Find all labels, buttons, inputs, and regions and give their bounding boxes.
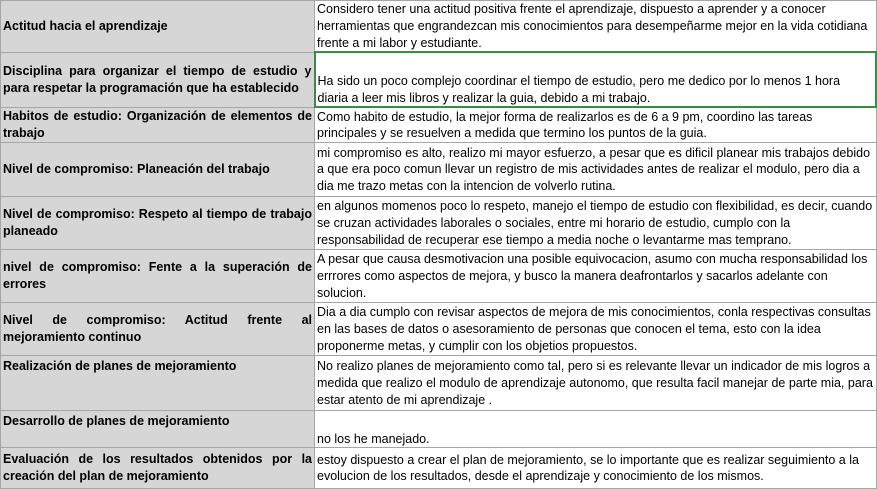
response-cell[interactable]: Considero tener una actitud positiva frente el aprendizaje, dispuesto a aprender y a conocer herramientas que engrandezcan mis conocimientos para desempeñarme mejor en la vida cotidiana frente a mi labor y estudiante. (315, 1, 877, 53)
criterion-cell[interactable]: Desarrollo de planes de mejoramiento (1, 411, 315, 448)
table-row (1, 1, 877, 53)
response-cell[interactable]: Como habito de estudio, la mejor forma de realizarlos es de 6 a 9 pm, coordino las tareas principales y se resuelven a medida que termino los puntos de la guia. (315, 107, 877, 143)
criterion-cell[interactable]: Evaluación de los resultados obtenidos por la creación del plan de mejoramiento (1, 448, 315, 489)
table-row (1, 107, 877, 143)
response-cell[interactable]: estoy dispuesto a crear el plan de mejoramiento, se lo importante que es realizar seguimiento a la evolucion de los resultados, desde el aprendizaje y conocimiento de los mismos. (315, 448, 877, 489)
table-row (1, 356, 877, 411)
table-row (1, 303, 877, 356)
criterion-cell[interactable]: Disciplina para organizar el tiempo de estudio y para respetar la programación que ha establecido (1, 52, 315, 107)
table-row (1, 143, 877, 197)
response-cell[interactable]: no los he manejado. (315, 411, 877, 448)
criterion-cell[interactable]: Nivel de compromiso: Planeación del trabajo (1, 143, 315, 197)
criterion-cell[interactable]: Habitos de estudio: Organización de elementos de trabajo (1, 107, 315, 143)
response-cell[interactable]: No realizo planes de mejoramiento como tal, pero si es relevante llevar un indicador de mis logros a medida que realizo el modulo de aprendizaje autonomo, que resulta facil manejar de parte mia, para estar atento de mi aprendizaje . (315, 356, 877, 411)
table-row (1, 448, 877, 489)
criterion-cell[interactable]: nivel de compromiso: Fente a la superación de errores (1, 250, 315, 303)
response-cell[interactable]: mi compromiso es alto, realizo mi mayor esfuerzo, a pesar que es dificil planear mis trabajos debido a que era poco comun llevar un registro de mis actividades antes de realizar el modulo, pero dia a dia me trazo metas con la intencion de volverlo rutina. (315, 143, 877, 197)
table-row (1, 197, 877, 250)
table-row (1, 411, 877, 448)
response-cell[interactable]: A pesar que causa desmotivacion una posible equivocacion, asumo con mucha responsabilidad los errrores como aspectos de mejora, y busco la manera deafrontarlos y sacarlos adelante con solucion. (315, 250, 877, 303)
response-cell[interactable]: Dia a dia cumplo con revisar aspectos de mejora de mis conocimientos, conla respectivas consultas en las bases de datos o asesoramiento de personas que conocen el tema, esto con la idea proponerme metas, y cumplir con los objetios propuestos. (315, 303, 877, 356)
response-cell-selected[interactable]: Ha sido un poco complejo coordinar el tiempo de estudio, pero me dedico por lo menos 1 hora diaria a leer mis libros y realizar la guia, debido a mi trabajo. (315, 52, 877, 107)
table-row (1, 52, 877, 107)
response-cell[interactable]: en algunos momenos poco lo respeto, manejo el tiempo de estudio con flexibilidad, es decir, cuando se cruzan actividades laborales o sociales, entre mi horario de estudio, cumplo con la responsabilidad de recuperar ese tiempo a media noche o levantarme mas temprano. (315, 197, 877, 250)
criterion-cell[interactable]: Actitud hacia el aprendizaje (1, 1, 315, 53)
criterion-cell[interactable]: Realización de planes de mejoramiento (1, 356, 315, 411)
criterion-cell[interactable]: Nivel de compromiso: Respeto al tiempo de trabajo planeado (1, 197, 315, 250)
criterion-cell[interactable]: Nivel de compromiso: Actitud frente al mejoramiento continuo (1, 303, 315, 356)
table-row (1, 250, 877, 303)
